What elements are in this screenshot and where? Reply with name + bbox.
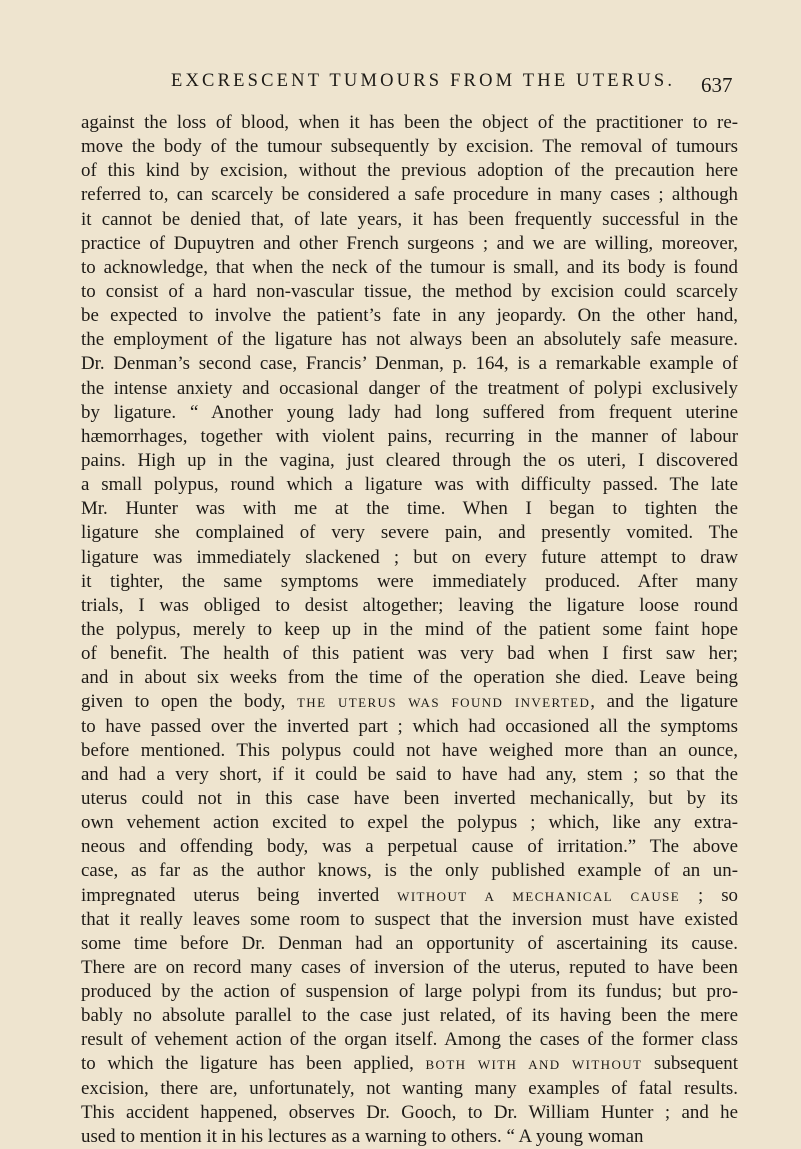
- text-line: [81, 739, 738, 763]
- text-line: [81, 908, 738, 932]
- text-segment: used to mention it in his lectures as a warning to others. “ A young woman: [81, 1125, 644, 1147]
- text-segment: referred to, can scarcely be considered a safe procedure in many cases ; although: [81, 184, 738, 206]
- text-segment: There are on record many cases of inversion of the uterus, reputed to have been: [81, 956, 738, 978]
- text-line: [81, 232, 738, 256]
- text-segment: the polypus, merely to keep up in the mind of the patient some faint hope: [81, 618, 738, 640]
- text-line: [81, 425, 738, 449]
- text-line: [81, 763, 738, 787]
- text-line: [81, 1052, 738, 1076]
- text-segment: against the loss of blood, when it has been the object of the practitioner to re-: [81, 112, 738, 133]
- text-line: [81, 1101, 738, 1125]
- text-segment: Mr. Hunter was with me at the time. When I began to tighten the: [81, 498, 738, 520]
- text-segment: case, as far as the author knows, is the only published example of an un-: [81, 860, 738, 882]
- text-segment: hæmorrhages, together with violent pains, recurring in the manner of labour: [81, 425, 738, 447]
- text-line: [81, 183, 738, 207]
- text-line: [81, 377, 738, 401]
- text-segment: it cannot be denied that, of late years, it has been frequently successful in the: [81, 208, 738, 230]
- text-segment: a small polypus, round which a ligature was with difficulty passed. The late: [81, 474, 738, 496]
- text-segment: to which the ligature has been applied,: [81, 1053, 426, 1075]
- text-line: [81, 497, 738, 521]
- text-segment: neous and offending body, was a perpetual cause of irritation.” The above: [81, 836, 738, 858]
- text-line: [81, 859, 738, 883]
- text-segment: given to open the body,: [81, 691, 297, 713]
- text-line: [81, 1077, 738, 1101]
- text-segment: bably no absolute parallel to the case just related, of its having been the mere: [81, 1005, 738, 1027]
- text-line: [81, 111, 738, 135]
- text-segment: to consist of a hard non-vascular tissue, the method by excision could scarcely: [81, 280, 738, 302]
- page-number: 637: [701, 73, 733, 97]
- text-segment: ; so: [680, 884, 738, 906]
- running-title: EXCRESCENT TUMOURS FROM THE UTERUS.: [171, 71, 676, 91]
- text-line: [81, 618, 738, 642]
- text-segment: of benefit. The health of this patient was very bad when I first saw her;: [81, 643, 738, 665]
- text-line: [81, 570, 738, 594]
- text-line: [81, 521, 738, 545]
- text-segment: produced by the action of suspension of large polypi from its fundus; but pro-: [81, 981, 738, 1003]
- text-line: [81, 690, 738, 714]
- text-line: [81, 715, 738, 739]
- text-segment: before mentioned. This polypus could not have weighed more than an ounce,: [81, 739, 738, 761]
- text-line: [81, 352, 738, 376]
- text-line: [81, 1125, 738, 1149]
- text-line: [81, 328, 738, 352]
- text-line: [81, 280, 738, 304]
- text-segment: uterus could not in this case have been inverted mechanically, but by its: [81, 787, 738, 809]
- small-caps-emphasis: BOTH WITH AND WITHOUT: [425, 1057, 643, 1073]
- text-line: [81, 956, 738, 980]
- text-line: [81, 666, 738, 690]
- text-line: [81, 884, 738, 908]
- text-line: [81, 642, 738, 666]
- text-segment: practice of Dupuytren and other French surgeons ; and we are willing, moreover,: [81, 232, 738, 254]
- text-line: [81, 980, 738, 1004]
- text-line: [81, 401, 738, 425]
- text-line: [81, 208, 738, 232]
- small-caps-emphasis: THE UTERUS WAS FOUND INVERTED: [296, 695, 591, 711]
- text-line: [81, 1004, 738, 1028]
- body-text: [81, 111, 738, 1149]
- text-segment: some time before Dr. Denman had an opportunity of ascertaining its cause.: [81, 932, 738, 954]
- text-line: [81, 835, 738, 859]
- text-line: [81, 546, 738, 570]
- small-caps-emphasis: WITHOUT A MECHANICAL CAUSE: [397, 888, 681, 904]
- text-segment: and in about six weeks from the time of the operation she died. Leave being: [81, 667, 738, 689]
- text-segment: subsequent: [642, 1053, 738, 1075]
- text-segment: Dr. Denman’s second case, Francis’ Denman, p. 164, is a remarkable example of: [81, 353, 738, 375]
- text-line: [81, 135, 738, 159]
- text-line: [81, 473, 738, 497]
- text-line: [81, 932, 738, 956]
- text-segment: the employment of the ligature has not always been an absolutely safe measure.: [81, 329, 738, 351]
- text-segment: to have passed over the inverted part ; which had occasioned all the symptoms: [81, 715, 738, 737]
- text-segment: trials, I was obliged to desist altogether; leaving the ligature loose round: [81, 594, 738, 616]
- text-line: [81, 304, 738, 328]
- text-line: [81, 787, 738, 811]
- text-segment: pains. High up in the vagina, just cleared through the os uteri, I discovered: [81, 449, 738, 471]
- text-line: [81, 1028, 738, 1052]
- text-segment: excision, there are, unfortunately, not wanting many examples of fatal results.: [81, 1077, 738, 1099]
- text-segment: result of vehement action of the organ itself. Among the cases of the former class: [81, 1029, 738, 1051]
- text-segment: This accident happened, observes Dr. Gooch, to Dr. William Hunter ; and he: [81, 1101, 738, 1123]
- text-line: [81, 159, 738, 183]
- text-line: [81, 256, 738, 280]
- text-segment: by ligature. “ Another young lady had long suffered from frequent uterine: [81, 401, 738, 423]
- text-segment: be expected to involve the patient’s fate in any jeopardy. On the other hand,: [81, 305, 738, 327]
- text-segment: move the body of the tumour subsequently by excision. The removal of tumours: [81, 136, 738, 158]
- text-segment: , and the ligature: [590, 691, 738, 713]
- text-segment: to acknowledge, that when the neck of the tumour is small, and its body is found: [81, 256, 738, 278]
- text-segment: ligature she complained of very severe pain, and presently vomited. The: [81, 522, 738, 544]
- text-segment: and had a very short, if it could be said to have had any, stem ; so that the: [81, 763, 738, 785]
- text-segment: of this kind by excision, without the previous adoption of the precaution here: [81, 160, 738, 182]
- text-line: [81, 594, 738, 618]
- text-segment: it tighter, the same symptoms were immediately produced. After many: [81, 570, 738, 592]
- text-segment: impregnated uterus being inverted: [81, 884, 398, 906]
- text-segment: ligature was immediately slackened ; but on every future attempt to draw: [81, 546, 738, 568]
- text-segment: the intense anxiety and occasional danger of the treatment of polypi exclusively: [81, 377, 738, 399]
- text-line: [81, 449, 738, 473]
- text-segment: that it really leaves some room to suspect that the inversion must have existed: [81, 908, 738, 930]
- text-segment: own vehement action excited to expel the polypus ; which, like any extra-: [81, 812, 738, 834]
- text-line: [81, 811, 738, 835]
